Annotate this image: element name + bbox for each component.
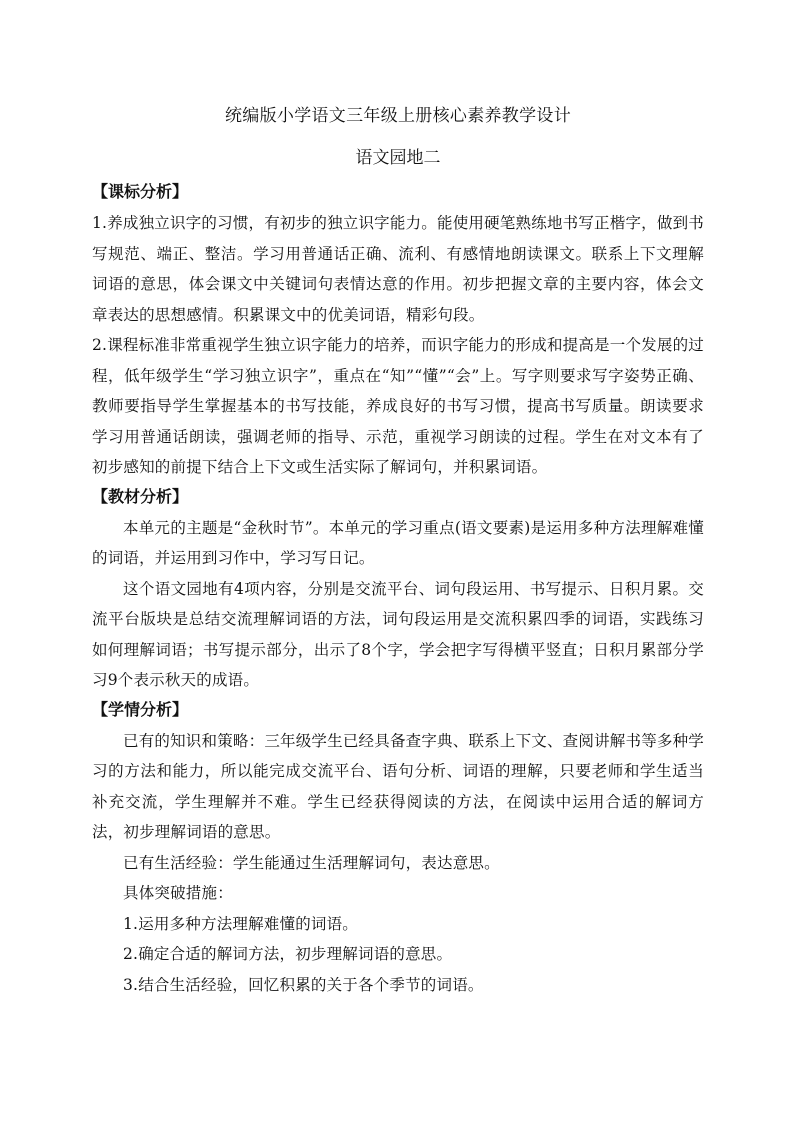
- section-heading-learner: 【学情分析】: [92, 699, 189, 719]
- paragraph: 1.养成独立识字的习惯，有初步的独立识字能力。能使用硬笔熟练地书写正楷字，做到书写规范、端正、整洁。学习用普通话正确、流利、有感情地朗读课文。联系上下文理解词语的意思，体会课文中关键词句表情达意的作用。初步把握文章的主要内容，体会文章表达的思想感情。积累课文中的优美词语，精彩句段。: [92, 214, 704, 324]
- section-heading-curriculum: 【课标分析】: [92, 182, 189, 201]
- document-body: [92, 104, 704, 1000]
- paragraph: 已有的知识和策略：三年级学生已经具备查字典、联系上下文、查阅讲解书等多种学习的方法和能力，所以能完成交流平台、语句分析、词语的理解，只要老师和学生适当补充交流，学生理解并不难。学生已经获得阅读的方法，在阅读中运用合适的解词方法，初步理解词语的意思。: [92, 731, 704, 841]
- document-subtitle: 语文园地二: [355, 148, 441, 168]
- document-title: 统编版小学语文三年级上册核心素养教学设计: [225, 106, 571, 126]
- list-item: 2.确定合适的解词方法，初步理解词语的意思。: [123, 945, 453, 963]
- paragraph: 2.课程标准非常重视学生独立识字能力的培养，而识字能力的形成和提高是一个发展的过程，低年级学生“学习独立识字”，重点在“知”“懂”“会”上。写字则要求写字姿势正确、教师要指导学生掌握基本的书写技能，养成良好的书写习惯，提高书写质量。朗读要求学习用普通话朗读，强调老师的指导、示范，重视学习朗读的过程。学生在对文本有了初步感知的前提下结合上下文或生活实际了解词句，并积累词语。: [92, 336, 704, 476]
- list-item: 3.结合生活经验，回忆积累的关于各个季节的词语。: [123, 975, 484, 994]
- paragraph: 本单元的主题是“金秋时节”。本单元的学习重点(语文要素)是运用多种方法理解难懂的词语，并运用到习作中，学习写日记。: [92, 518, 704, 567]
- paragraph: 这个语文园地有4项内容，分别是交流平台、词句段运用、书写提示、日积月累。交流平台版块是总结交流理解词语的方法，词句段运用是交流积累四季的词语，实践练习如何理解词语；书写提示部分，出示了8个字，学会把字写得横平竖直；日积月累部分学习9个表示秋天的成语。: [92, 579, 704, 689]
- list-item: 1.运用多种方法理解难懂的词语。: [123, 914, 358, 933]
- paragraph: 具体突破措施：: [123, 884, 233, 902]
- paragraph: 已有生活经验：学生能通过生活理解词句，表达意思。: [123, 853, 500, 872]
- section-heading-textbook: 【教材分析】: [92, 486, 189, 506]
